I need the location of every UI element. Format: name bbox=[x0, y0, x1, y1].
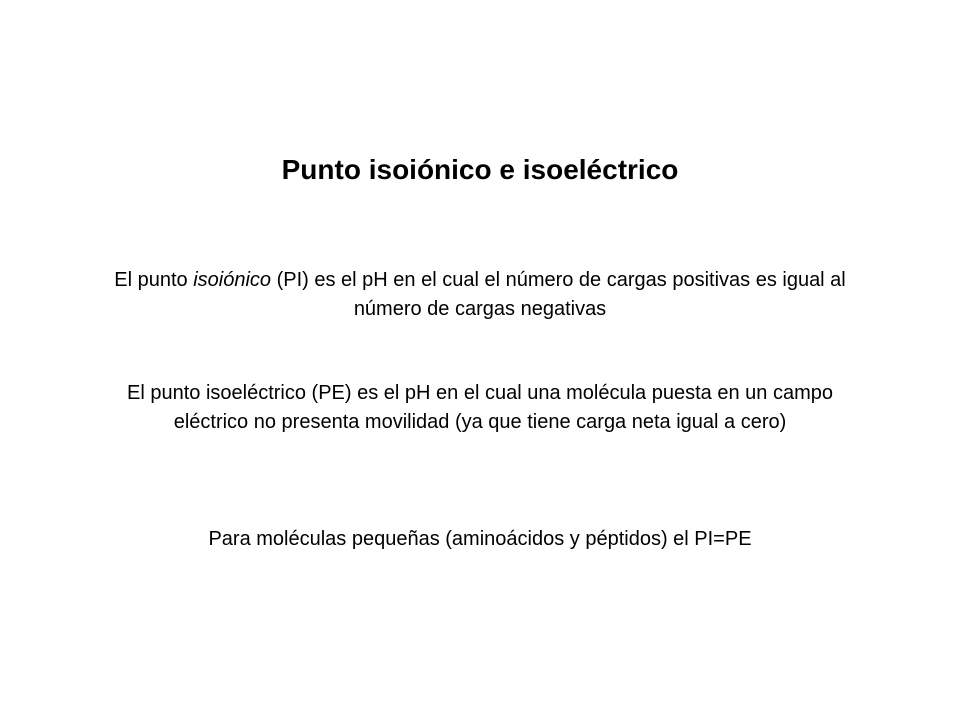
slide-title: Punto isoiónico e isoeléctrico bbox=[281, 154, 679, 185]
isoionic-definition bbox=[110, 266, 850, 324]
isoionic-term: isoiónico bbox=[193, 269, 272, 291]
isoelectric-definition: El punto isoeléctrico (PE) es el pH en el cual una molécula puesta en un campo eléctrico no presenta movilidad (ya que tiene carga neta igual a cero) bbox=[127, 382, 833, 433]
isoionic-text-before: El punto bbox=[114, 269, 194, 291]
isoionic-text-after: (PI) es el pH en el cual el número de cargas positivas es igual al número de cargas negativas bbox=[271, 269, 846, 320]
small-molecules-note: Para moléculas pequeñas (aminoácidos y péptidos) el PI=PE bbox=[208, 528, 752, 550]
